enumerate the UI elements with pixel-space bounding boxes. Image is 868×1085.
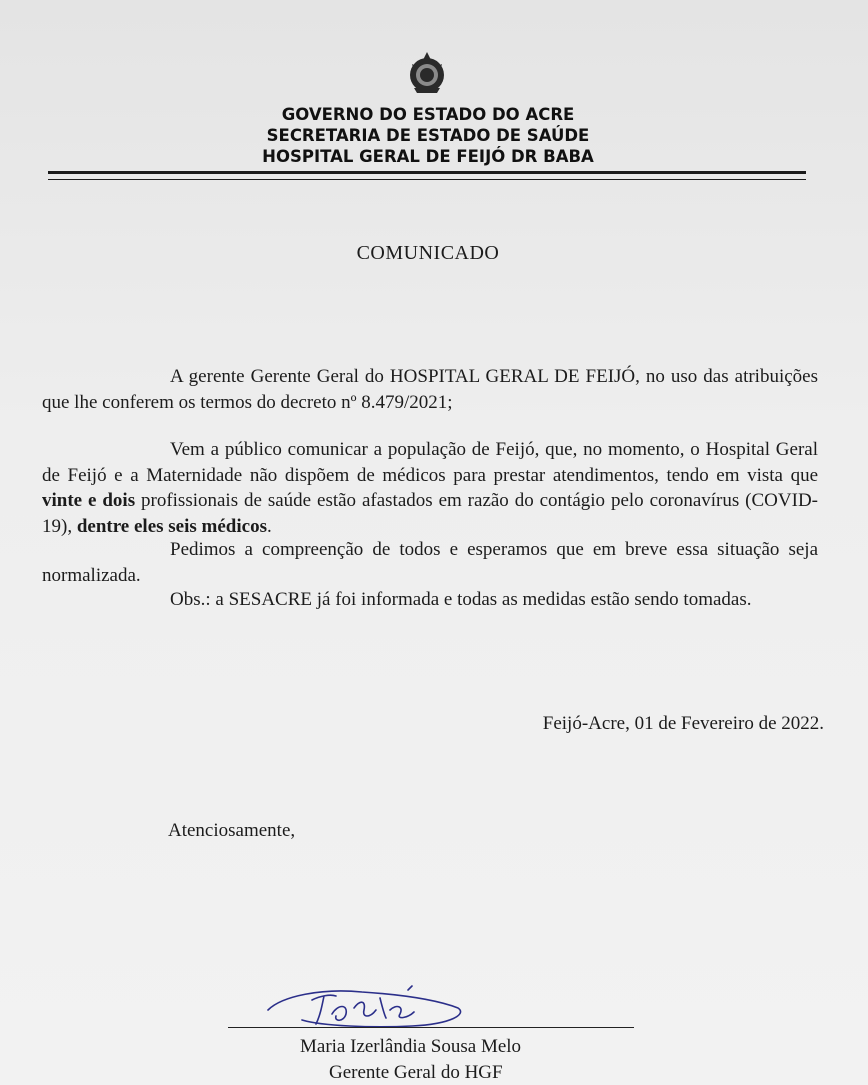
letterhead-government: GOVERNO DO ESTADO DO ACRE <box>281 105 575 124</box>
paragraph-note-text: Obs.: a SESACRE já foi informada e todas as medidas estão sendo tomadas. <box>170 589 752 610</box>
signatory-name: Maria Izerlândia Sousa Melo <box>300 1036 522 1057</box>
document-date: Feijó-Acre, 01 de Fevereiro de 2022. <box>542 713 824 734</box>
closing-salutation: Atenciosamente, <box>168 820 296 841</box>
header-rule-thick <box>48 171 806 174</box>
document-title: COMUNICADO <box>356 242 500 264</box>
paragraph-intro <box>42 364 818 415</box>
announcement-text-c: profissionais de saúde estão afastados em razão do contágio pelo coronavírus (COVID-19), <box>42 490 818 537</box>
signature-line <box>228 1027 634 1028</box>
paragraph-announcement <box>42 437 818 539</box>
paragraph-request <box>42 537 818 588</box>
announcement-highlight-count: vinte e dois <box>42 490 136 511</box>
state-seal-icon <box>404 50 450 96</box>
paragraph-request-text: Pedimos a compreenção de todos e esperamos que em breve essa situação seja normalizada. <box>42 539 818 586</box>
letterhead-hospital: HOSPITAL GERAL DE FEIJÓ DR BABA <box>262 147 594 166</box>
header-rule-thin <box>48 179 806 180</box>
announcement-text-e: . <box>266 515 272 537</box>
signatory-role: Gerente Geral do HGF <box>329 1062 503 1083</box>
announcement-highlight-doctors: dentre eles seis médicos <box>76 515 267 537</box>
handwritten-signature <box>262 974 472 1034</box>
paragraph-intro-text: A gerente Gerente Geral do HOSPITAL GERAL DE FEIJÓ, no uso das atribuições que lhe conferem os termos do decreto nº 8.479/2021; <box>42 366 818 413</box>
letterhead <box>0 104 856 167</box>
letterhead-secretariat: SECRETARIA DE ESTADO DE SAÚDE <box>266 126 590 145</box>
paragraph-note <box>42 587 818 613</box>
announcement-text-a: Vem a público comunicar a população de Feijó, que, no momento, o Hospital Geral de Feijó e a Maternidade não dispõem de médicos para prestar atendimentos, tendo em vista que <box>42 439 818 486</box>
